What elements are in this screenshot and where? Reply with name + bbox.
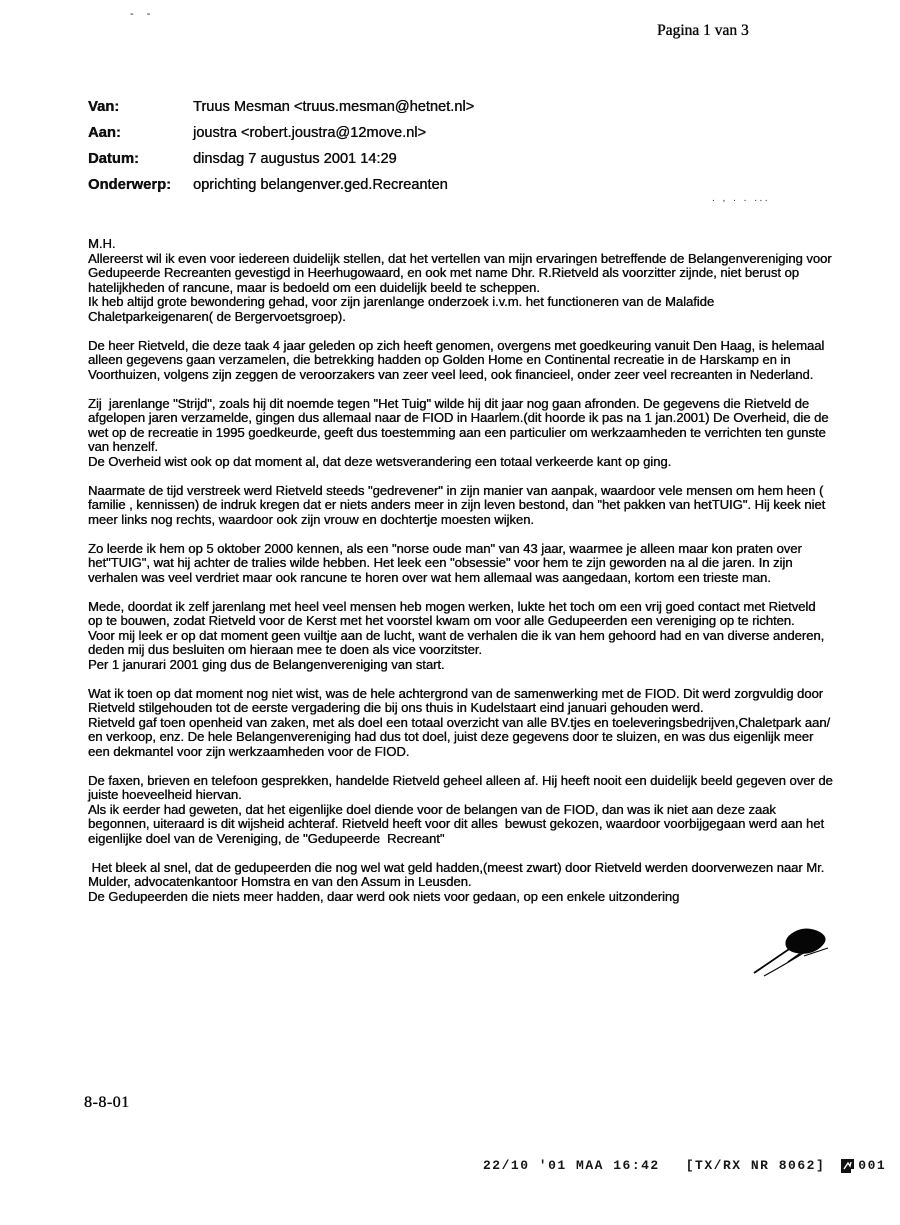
email-body (88, 236, 837, 919)
text-line: De Overheid wist ook op dat moment al, dat deze wetsverandering een totaal verkeerde kant op ging. (88, 453, 672, 469)
text-line: Wat ik toen op dat moment nog niet wist, was de hele achtergrond van de samenwerking met de FIOD. Dit werd zorgvuldig door Rietveld stilgehouden tot de eerste vergadering die bij ons thuis in Kudelstaart eind januari gehouden werd. (88, 685, 827, 715)
page-number: Pagina 1 van 3 (657, 22, 749, 39)
paragraph (88, 236, 836, 324)
text-line: Per 1 janurari 2001 ging dus de Belangenvereniging van start. (88, 656, 445, 672)
header-field-value: dinsdag 7 augustus 2001 14:29 (193, 151, 397, 167)
header-field-label: Onderwerp: (88, 177, 172, 193)
text-line: Zij jarenlange "Strijd", zoals hij dit noemde tegen "Het Tuig" wilde hij dit jaar nog gaan afronden. De gegevens die Rietveld de afgelopen jaren verzamelde, gingen dus allemaal naar de FIOD in Haarlem.(dit hoorde ik pas na 1 jan.2001) De Overheid, die de wet op de recreatie in 1995 goedkeurde, geeft dus toestemming aan een particulier om werkzaamheden te verrichten ten gunste van henzelf. (88, 395, 833, 454)
text-line: M.H. (88, 236, 116, 251)
scan-artifact-dots: . , . . ... (712, 193, 771, 204)
header-field-label: Van: (88, 99, 120, 115)
paragraph (88, 600, 833, 673)
scan-artifact-dashes: - - (130, 8, 156, 20)
fax-tx-rx-number: [TX/RX NR 8062] (685, 1158, 826, 1173)
header-field (88, 151, 648, 177)
text-line: Mede, doordat ik zelf jarenlang met heel veel mensen heb mogen werken, lukte het toch om een vrij goed contact met Rietveld op te bouwen, zodat Rietveld voor de Kerst met het voorstel kwam om voor alle Gedupeerden een vereniging op te richten. (88, 598, 820, 628)
fax-confirm-icon (841, 1159, 855, 1174)
fax-page-count: 001 (858, 1158, 887, 1173)
paragraph (88, 339, 833, 383)
paragraph (88, 861, 833, 905)
paragraph (88, 687, 833, 760)
text-line: Zo leerde ik hem op 5 oktober 2000 kennen, als een "norse oude man" van 43 jaar, waarmee je alleen maar kon praten over het"TUIG", wat hij achter de tralies wilde hebben. Het leek een "obsessie" voor hem te zijn geworden na al die jaren. In zijn verhalen was veel verdriet maar ook rancune te horen over wat hem allemaal was aangedaan, kortom een trieste man. (88, 540, 806, 585)
text-line: De Gedupeerden die niets meer hadden, daar werd ook niets voor gedaan, op een enkele uitzondering (88, 888, 680, 904)
header-field-label: Datum: (88, 151, 139, 167)
text-line: Voor mij leek er op dat moment geen vuiltje aan de lucht, want de verhalen die ik van hem gehoord had en van diverse anderen, deden mij dus besluiten om hieraan mee te doen als vice voorzitster. (88, 627, 828, 657)
text-line: Het bleek al snel, dat de gedupeerden die nog wel wat geld hadden,(meest zwart) door Rietveld werden doorverwezen naar Mr. Mulder, advocatenkantoor Homstra en van den Assum in Leusden. (88, 859, 828, 889)
paragraph (88, 484, 833, 528)
text-line: De faxen, brieven en telefoon gesprekken, handelde Rietveld geheel alleen af. Hij heeft nooit een duidelijk beeld gegeven over de juiste hoeveelheid hiervan. (88, 772, 837, 802)
header-field (88, 99, 648, 125)
date-annotation: 8-8-01 (84, 1094, 130, 1111)
header-field-value: oprichting belangenver.ged.Recreanten (193, 177, 448, 193)
fax-timestamp: 22/10 '01 MAA 16:42 (483, 1158, 660, 1173)
text-line: Naarmate de tijd verstreek werd Rietveld steeds "gedrevener" in zijn manier van aanpak, waardoor vele mensen om hem heen ( familie , kennissen) de indruk kregen dat er niets anders meer in zijn leven bestond, dan "het pakken van hetTUIG". Hij keek niet meer links nog rechts, waardoor ook zijn vrouw en dochtertje moesten wijken. (88, 482, 829, 527)
email-header (88, 99, 648, 203)
header-field-label: Aan: (88, 125, 121, 141)
header-field (88, 125, 648, 151)
text-line: Rietveld gaf toen openheid van zaken, met als doel een totaal overzicht van alle BV.tjes en toeleveringsbedrijven,Chaletpark aan/ en verkoop, enz. De hele Belangenvereniging had dus tot doel, juist deze gegevens door te sluizen, en was dus eigenlijk meer een dekmantel voor zijn werkzaamheden voor de FIOD. (88, 714, 834, 759)
paragraph (88, 772, 837, 847)
ink-smudge (748, 926, 836, 978)
paragraph (88, 397, 833, 470)
text-line: Allereerst wil ik even voor iedereen duidelijk stellen, dat het vertellen van mijn ervaringen betreffende de Belangenvereniging voor Gedupeerde Recreanten gevestigd in Heerhugowaard, en ook met name Dhr. R.Rietveld als voorzitter zijnde, niet berust op hatelijkheden of rancune, maar is bedoeld om een duidelijk beeld te scheppen. (88, 250, 836, 295)
text-line: Als ik eerder had geweten, dat het eigenlijke doel diende voor de belangen van de FIOD, dan was ik niet aan deze zaak begonnen, uiteraard is dit wijsheid achteraf. Rietveld heeft voor dit alles bewust gekozen, waardoor voorbijgegaan werd aan het eigenlijke doel van de Vereniging, de "Gedupeerde Recreant" (88, 801, 828, 846)
fax-status-line (483, 1158, 886, 1173)
paragraph (88, 542, 833, 586)
header-field (88, 177, 648, 203)
header-field-value: joustra <robert.joustra@12move.nl> (193, 125, 427, 141)
text-line: Ik heb altijd grote bewondering gehad, voor zijn jarenlange onderzoek i.v.m. het functioneren van de Malafide Chaletparkeigenaren( de Bergervoetsgroep). (88, 294, 718, 324)
text-line: De heer Rietveld, die deze taak 4 jaar geleden op zich heeft genomen, overgens met goedkeuring vanuit Den Haag, is helemaal alleen gegevens gaan verzamelen, die betrekking hadden op Golden Home en Continental recreatie in de Harskamp en in Voorthuizen, volgens zijn zeggen de veroorzakers van zeer veel leed, ook financieel, onder zeer veel recreanten in Nederland. (88, 337, 828, 382)
header-field-value: Truus Mesman <truus.mesman@hetnet.nl> (193, 99, 475, 115)
